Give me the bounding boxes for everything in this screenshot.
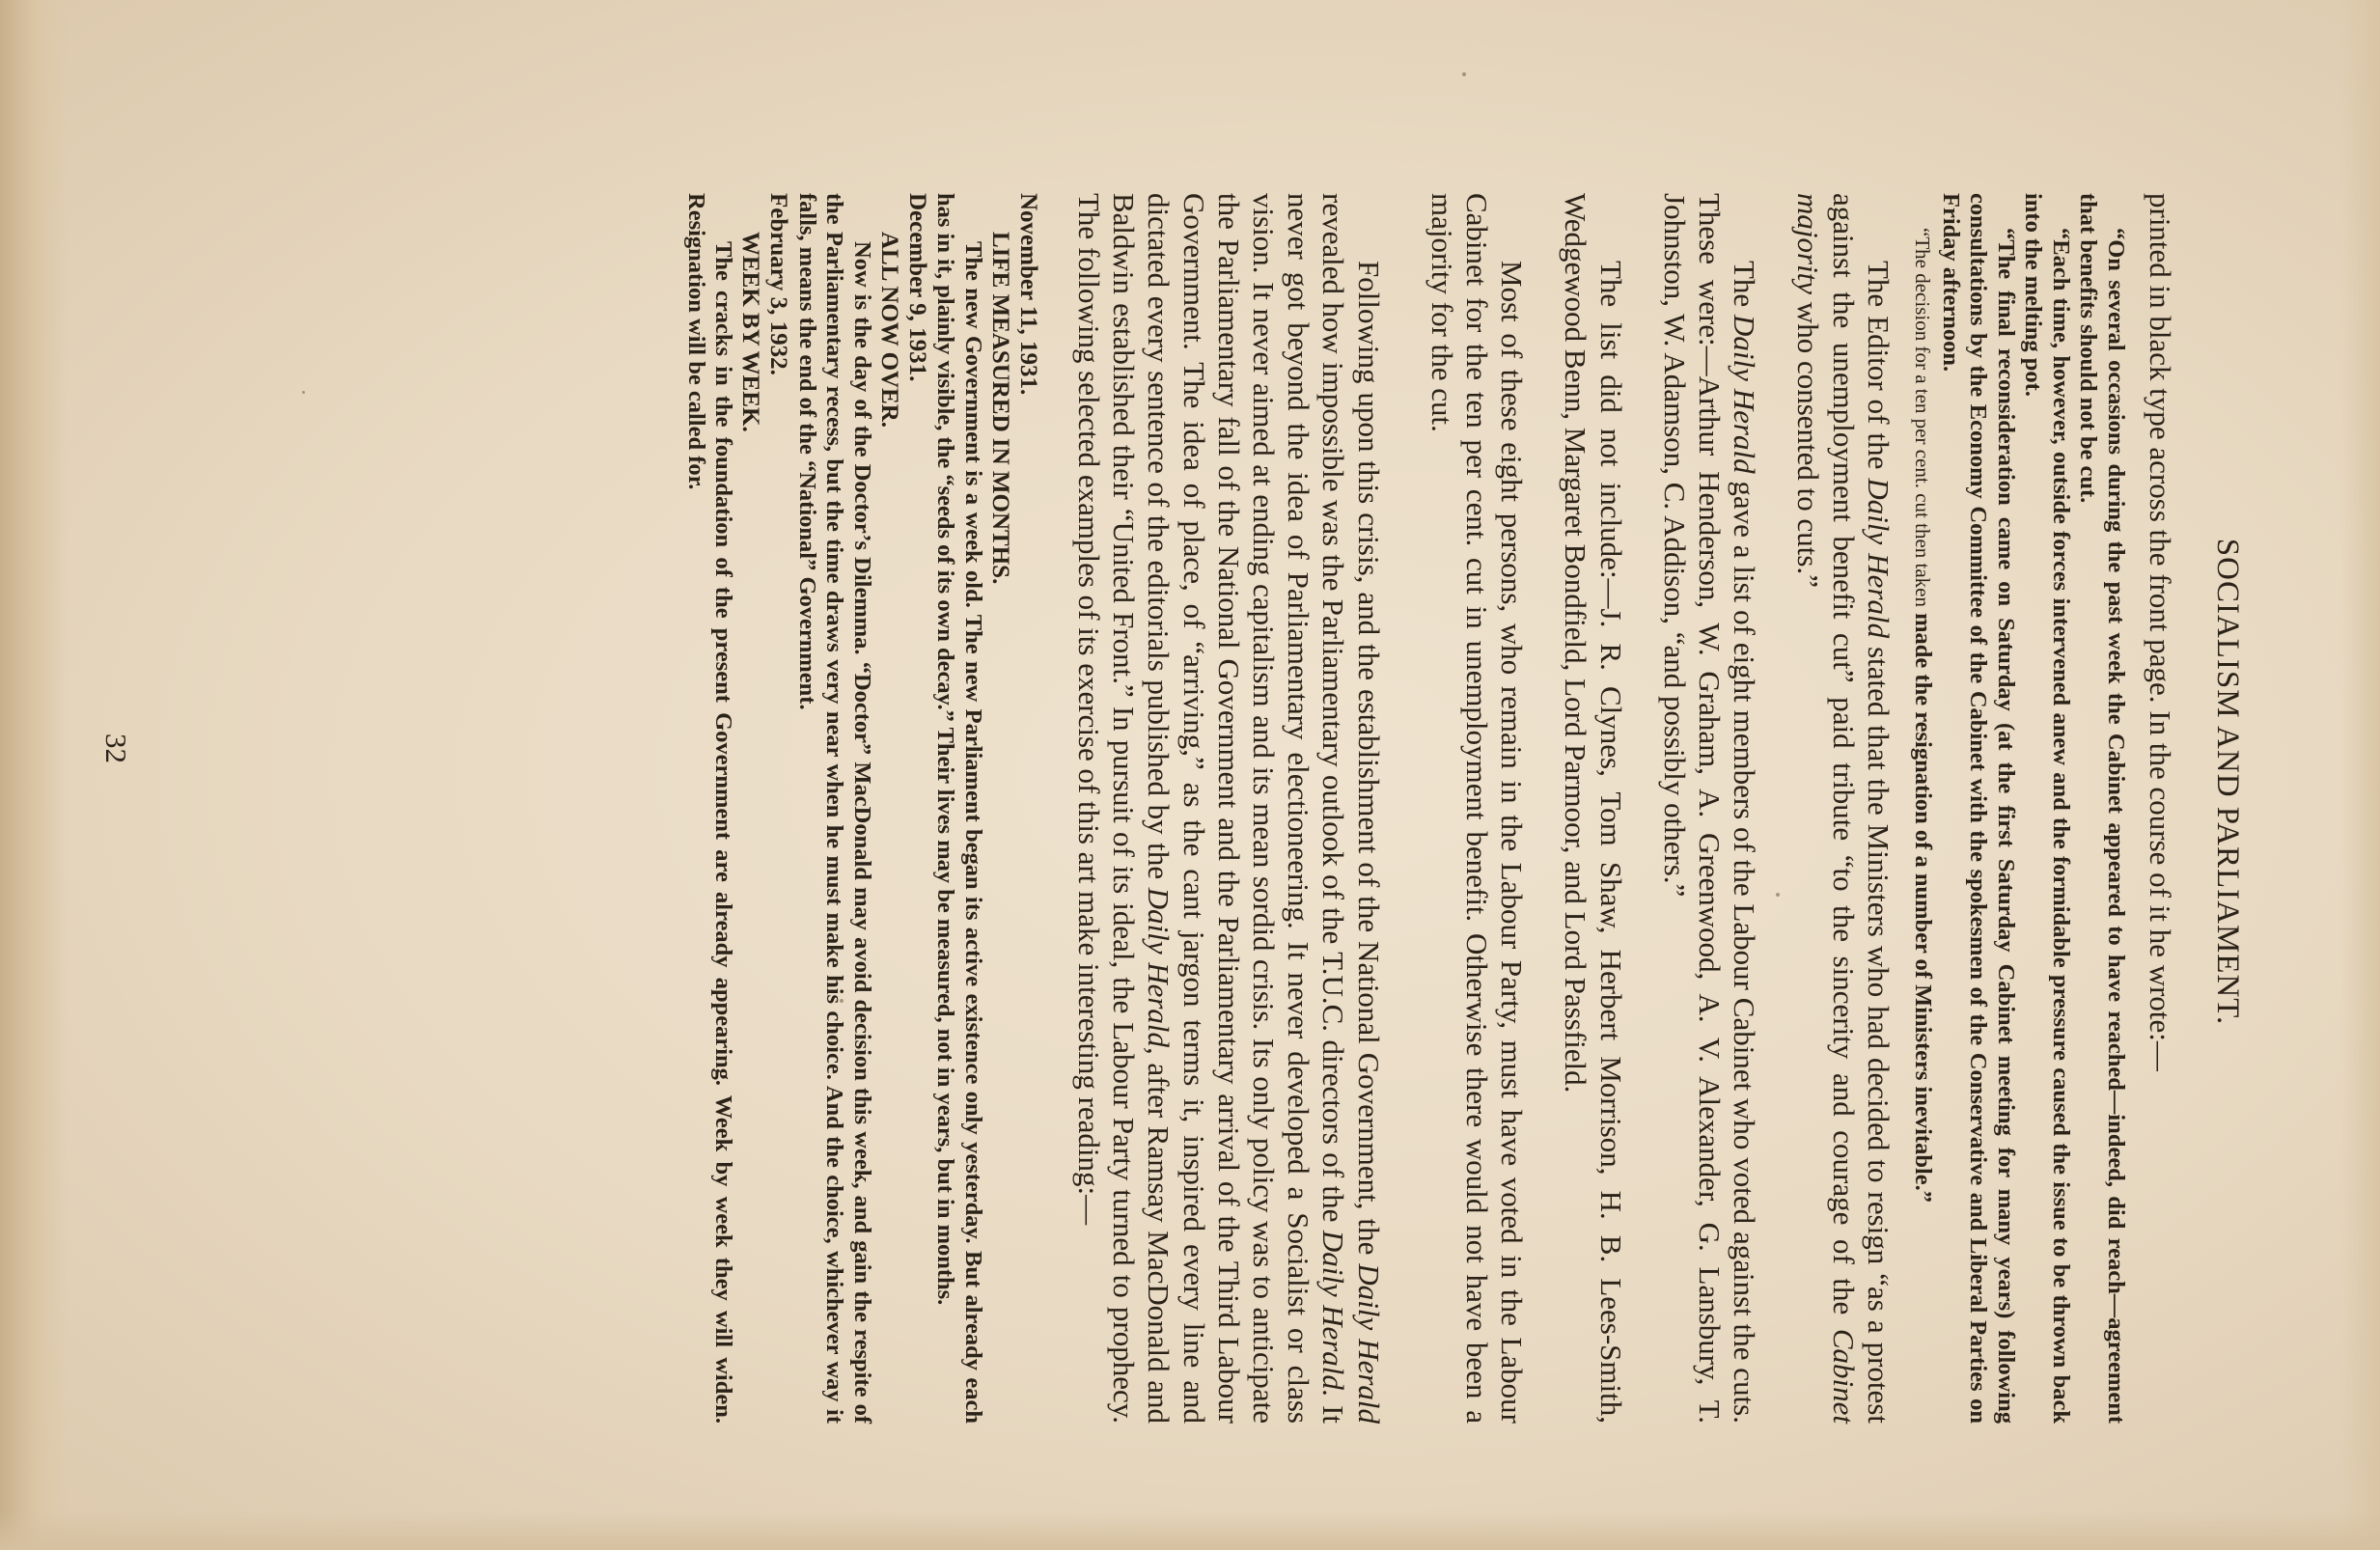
page-heading: SOCIALISM AND PARLIAMENT.: [2210, 538, 2245, 1026]
entry-text: Now is the day of the Doctor’s Dilemma. “Doctor” MacDonald may avoid decision this week, and gain the respite of the Parliamentary recess, but the time draws very near when he must make his choice. And the choice, whichever way it falls, means the end of the “National” Government.: [793, 193, 875, 1424]
italic-title: Daily Herald,: [1142, 887, 1176, 1055]
text-run: It never got beyond the idea of Parliamentary electioneering. It never developed a Socialist or class vision. It never aimed at ending capitalism and its mean sordid crisis. Its only policy was to anticipate the Parliamentary fall of the National Government and the Parliamentary arrival of the Third Labour Government. The idea of place, of “arriving,” as the cant jargon terms it, inspired every line and dictated every sentence of the editorials published by the: [1142, 193, 1351, 1425]
quote-paragraph: “Each time, however, outside forces intervened anew and the formidable pressure caused the issue to be thrown back into the melting pot.: [2020, 193, 2074, 1424]
paragraph: [1657, 193, 1762, 1424]
text-run: stated that the Ministers who had decided to resign “as a protest against the unemployment benefit cut” paid tribute “to the sincerity and courage of the: [1826, 193, 1896, 1424]
entry-date: December 9, 1931.: [903, 193, 930, 382]
italic-title: Cabinet majority: [1791, 193, 1861, 1425]
paragraph: [1071, 193, 1386, 1424]
quote-small-text: “The decision for a ten per cent. cut then taken: [1911, 228, 1935, 607]
entry-text: The cracks in the foundation of the present Government are already appearing. Week by week they will widen. Resignation will be called for.: [682, 193, 737, 1424]
entry-caption: WEEK BY WEEK.: [737, 232, 764, 432]
entry-date: November 11, 1931.: [1014, 193, 1041, 396]
paragraph: The list did not include:—J. R. Clynes, Tom Shaw, Herbert Morrison, H. B. Lees-Smith, Wedgewood Benn, Margaret Bondfield, Lord Parmoor, and Lord Passfield.: [1559, 193, 1628, 1424]
italic-title: Daily Herald.: [1316, 1230, 1351, 1398]
text-run: The: [1728, 261, 1762, 308]
text-run: revealed how impossible was the Parliamentary outlook of the T.U.C. directors of the: [1316, 193, 1351, 1223]
page-body: [681, 193, 2177, 1424]
quote-bold-text: made the resignation of a number of Ministers inevitable.”: [1910, 613, 1937, 1204]
entry-caption: LIFE MEASURED IN MONTHS.: [986, 232, 1013, 585]
quote-paragraph: “The final reconsideration came on Saturday (at the first Saturday Cabinet meeting for many years) following consultations by the Economy Committee of the Cabinet with the spokesmen of the Conservative and Liberal Parties on Friday afternoon.: [1937, 193, 2019, 1424]
italic-title: Daily Herald: [1351, 1263, 1386, 1425]
italic-title: Daily Herald: [1728, 315, 1762, 474]
entry-date: February 3, 1932.: [765, 193, 792, 375]
paragraph: [1790, 193, 1896, 1424]
quote-paragraph: [1909, 193, 1937, 1424]
text-run: after Ramsay MacDonald and Baldwin established their “United Front.” In pursuit of its ideal, the Labour Party turned to prophecy. The following selected examples of its exercise of this art make interesting reading:—: [1071, 193, 1176, 1424]
block-quote: [1909, 193, 2129, 1424]
text-run: gave a list of eight members of the Labour Cabinet who voted against the cuts. These were:—Arthur Henderson, W. Graham, A. Greenwood, A. V. Alexander, G. Lansbury, T. Johnston, W. Adamson, C. Addison, “and possibly others.”: [1657, 193, 1762, 1424]
text-run: The Editor of the: [1861, 261, 1896, 470]
page-number: 32: [99, 733, 133, 763]
text-run: who consented to cuts.”: [1791, 301, 1826, 588]
paragraph: Most of these eight persons, who remain in the Labour Party, must have voted in the Labour Cabinet for the ten per cent. cut in unemployment benefit. Otherwise there would not have been a majority for the cut.: [1425, 193, 1530, 1424]
italic-title: Daily Herald: [1861, 478, 1896, 639]
entry-caption: ALL NOW OVER.: [875, 232, 902, 429]
paragraph: printed in black type across the front page. In the course of it he wrote:—: [2144, 193, 2177, 1071]
entry-text: The new Government is a week old. The new Parliament began its active existence only yesterday. But already each has in it, plainly visible, the “seeds of its own decay.” Their lives may be measured, not in years, but in months.: [932, 193, 986, 1424]
text-run: Following upon this crisis, and the establishment of the National Government, the: [1351, 261, 1386, 1256]
quote-paragraph: “On several occasions during the past week the Cabinet appeared to have reached—indeed, did reach—agreement that benefits should not be cut.: [2075, 193, 2129, 1424]
